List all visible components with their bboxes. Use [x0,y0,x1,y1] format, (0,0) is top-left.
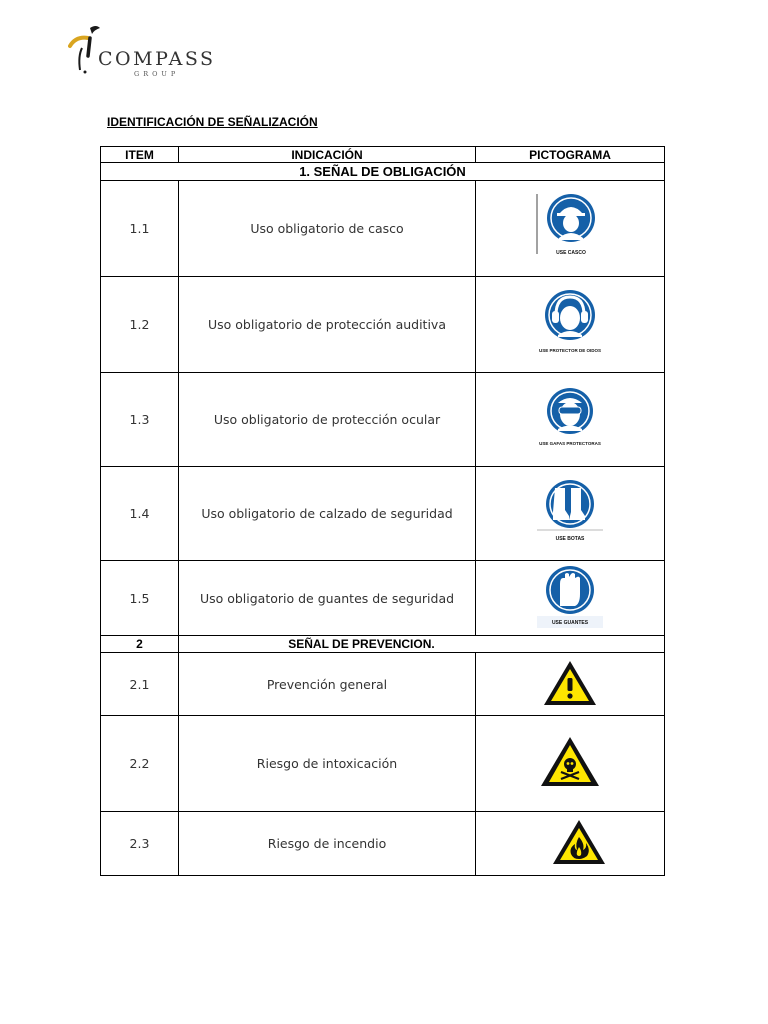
row-item: 1.5 [101,561,179,636]
row-description: Uso obligatorio de protección ocular [179,373,476,467]
header-item: ITEM [101,147,179,163]
pictogram-caption: USE PROTECTOR DE OIDOS [539,348,601,353]
table-row [101,812,665,876]
row-description: Riesgo de incendio [179,812,476,876]
section-2-title: SEÑAL DE PREVENCION. [179,636,665,653]
page-title: IDENTIFICACIÓN DE SEÑALIZACIÓN [107,115,318,129]
signage-table [100,146,665,876]
row-item: 2.3 [101,812,179,876]
row-description: Uso obligatorio de calzado de seguridad [179,467,476,561]
flame-warning-icon [551,817,607,867]
row-pictogram [476,467,665,561]
skull-warning-icon [539,734,601,790]
row-pictogram [476,181,665,277]
header-pictograma: PICTOGRAMA [476,147,665,163]
row-pictogram [476,561,665,636]
pictogram-caption: USE GUANTES [551,619,589,626]
pictogram-caption: USE CASCO [556,250,586,256]
gloves-icon [535,564,605,630]
table-row [101,716,665,812]
header-indicacion: INDICACIÓN [179,147,476,163]
exclamation-warning-icon [542,658,598,708]
table-header-row [101,147,665,163]
logo-company-name: COMPASS [98,48,216,70]
table-row [101,277,665,373]
pictogram-caption: USE GAFAS PROTECTORAS [539,441,601,446]
pictogram-caption: USE BOTAS [555,536,585,542]
logo-group-label: GROUP [134,70,180,78]
goggles-icon [530,385,610,451]
table-row [101,561,665,636]
table-row [101,467,665,561]
helmet-icon [535,192,605,262]
section-2-row [101,636,665,653]
row-item: 1.4 [101,467,179,561]
section-1-title: 1. SEÑAL DE OBLIGACIÓN [101,163,665,181]
ear-protection-icon [530,287,610,359]
row-pictogram [476,373,665,467]
row-pictogram [476,716,665,812]
row-item: 1.1 [101,181,179,277]
row-description: Uso obligatorio de protección auditiva [179,277,476,373]
section-1-row [101,163,665,181]
table-row [101,181,665,277]
row-description: Prevención general [179,653,476,716]
table-row [101,653,665,716]
row-item: 1.3 [101,373,179,467]
row-item: 2.1 [101,653,179,716]
row-pictogram [476,812,665,876]
table-row [101,373,665,467]
row-pictogram [476,653,665,716]
row-item: 1.2 [101,277,179,373]
row-item: 2.2 [101,716,179,812]
row-description: Uso obligatorio de guantes de seguridad [179,561,476,636]
row-description: Uso obligatorio de casco [179,181,476,277]
row-pictogram [476,277,665,373]
boots-icon [535,476,605,548]
row-description: Riesgo de intoxicación [179,716,476,812]
section-2-number: 2 [101,636,179,653]
